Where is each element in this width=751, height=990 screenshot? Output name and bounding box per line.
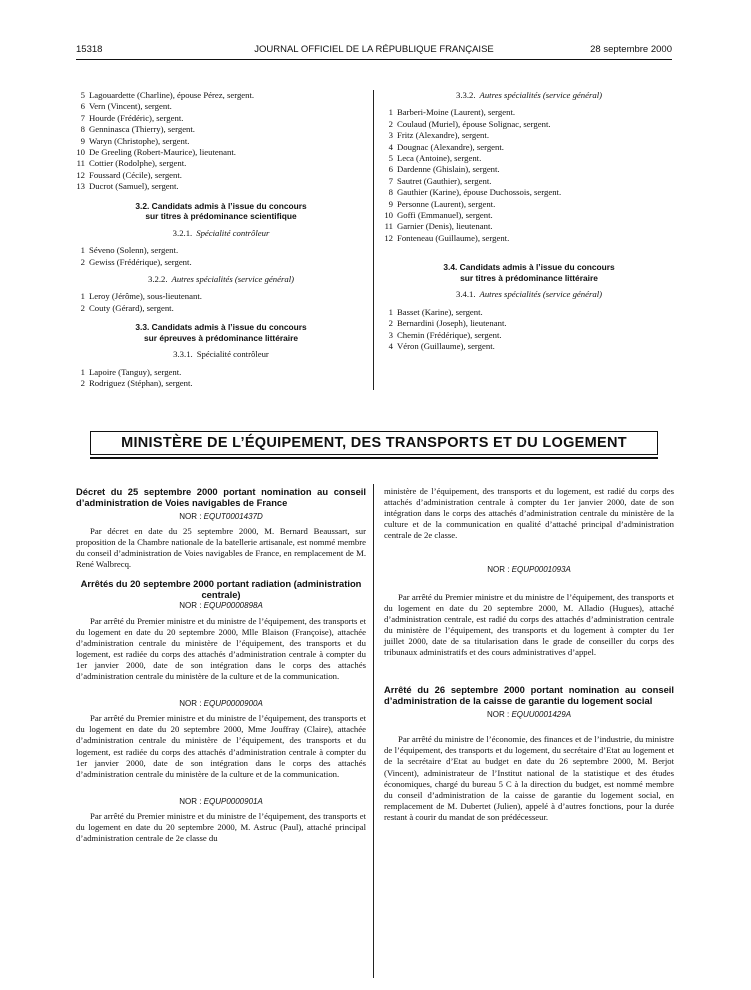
list-item <box>384 107 674 118</box>
header-rule <box>76 59 672 60</box>
list-item-text: Véron (Guillaume), sergent. <box>397 341 495 352</box>
decret-title: Décret du 25 septembre 2000 portant nomination au conseil d’administration de Voies navigables de France <box>76 486 366 508</box>
list-item-number: 4 <box>388 141 393 152</box>
journal-title: JOURNAL OFFICIEL DE LA RÉPUBLIQUE FRANÇAISE <box>254 44 494 55</box>
list-item-text: Barberi-Moine (Laurent), sergent. <box>397 107 516 118</box>
list-item <box>384 221 674 232</box>
list-item-number: 2 <box>388 318 393 329</box>
list-item-number: 3 <box>388 329 393 340</box>
section-3-2-1-list <box>76 245 366 268</box>
page-number: 15318 <box>76 44 103 55</box>
list-item <box>76 90 366 101</box>
list-item-number: 3 <box>388 130 393 141</box>
list-item-number: 2 <box>388 118 393 129</box>
list-item-number: 1 <box>388 107 393 118</box>
list-item <box>384 153 674 164</box>
section-3-2-2-list <box>76 291 366 314</box>
list-item-text: Genninasca (Thierry), sergent. <box>89 124 195 135</box>
radiation-nor-3: NOR : EQUP0000901A <box>179 796 263 806</box>
radiation-para-3-continued: ministère de l’équipement, des transports et du logement, est radié du corps des attachés d’administration centrale à compter du 1er janvier 2000, date de son intégration dans le corps des attachés d’administration centrale du ministère de la culture et de la communication en qualité d’attaché principal d’administration centrale de 2e classe. <box>384 486 674 541</box>
list-item-number: 11 <box>76 158 85 169</box>
list-item <box>76 303 366 314</box>
list-item-number: 10 <box>384 210 393 221</box>
list-item-number: 1 <box>80 291 85 302</box>
page-header <box>76 44 672 58</box>
list-item-number: 4 <box>388 341 393 352</box>
list-item-text: Cottier (Rodolphe), sergent. <box>89 158 187 169</box>
list-item <box>384 210 674 221</box>
list-item <box>384 341 674 352</box>
list-item-text: Waryn (Christophe), sergent. <box>89 135 190 146</box>
list-item-text: Gauthier (Karine), épouse Duchossois, sergent. <box>397 187 562 198</box>
list-item <box>76 378 366 389</box>
list-item-number: 7 <box>80 112 85 123</box>
section-3-3-1-heading: 3.3.1. Spécialité contrôleur <box>173 349 269 360</box>
column-divider-bottom <box>373 484 374 978</box>
radiation-para-4: Par arrêté du Premier ministre et du ministre de l’équipement, des transports et du logement en date du 20 septembre 2000, M. Alladio (Hugues), attaché d’administration centrale, est radié du corps des attachés d’administration centrale du ministère de l’équipement, des transports et du logement à compter du 1er juillet 2000, date de sa titularisation dans le grade de conseiller du corps des tribunaux administratifs et des cours administratives d’appel. <box>384 591 674 658</box>
section-3-3-2-heading: 3.3.2. Autres spécialités (service général) <box>455 90 602 100</box>
right-column-bottom <box>384 486 674 823</box>
list-item-text: Gewiss (Frédérique), sergent. <box>89 256 192 267</box>
list-item <box>76 291 366 302</box>
section-3-2-2-heading: 3.2.2. Autres spécialités (service général) <box>147 274 294 285</box>
list-item-number: 1 <box>80 245 85 256</box>
list-item-text: Bernardini (Joseph), lieutenant. <box>397 318 507 329</box>
radiation-para-3: Par arrêté du Premier ministre et du ministre de l’équipement, des transports et du logement en date du 20 septembre 2000, M. Astruc (Paul), attaché principal d’administration centrale de 2e classe du <box>76 810 366 844</box>
ministry-banner: MINISTÈRE DE L’ÉQUIPEMENT, DES TRANSPORTS ET DU LOGEMENT <box>90 431 658 455</box>
radiation-nor-1: NOR : EQUP0000898A <box>179 601 263 611</box>
list-item-text: Dardenne (Ghislain), sergent. <box>397 164 500 175</box>
issue-date: 28 septembre 2000 <box>590 44 672 55</box>
section-3-4-heading: 3.4. Candidats admis à l’issue du concours sur titres à prédominance littéraire <box>443 262 615 283</box>
list-item-text: Garnier (Denis), lieutenant. <box>397 221 493 232</box>
list-item-text: Basset (Karine), sergent. <box>397 306 483 317</box>
list-item <box>384 187 674 198</box>
list-item-text: Ducrot (Samuel), sergent. <box>89 181 179 192</box>
list-item <box>384 142 674 153</box>
section-3-3-heading: 3.3. Candidats admis à l’issue du concours sur épreuves à prédominance littéraire <box>135 322 307 343</box>
section-3-3-1-list <box>76 367 366 390</box>
ministry-banner-underline <box>90 457 658 459</box>
list-item-text: Sautret (Gauthier), sergent. <box>397 175 492 186</box>
list-item-number: 8 <box>388 187 393 198</box>
section-3-2-1-heading: 3.2.1. Spécialité contrôleur <box>172 227 270 238</box>
list-item-text: Séveno (Solenn), sergent. <box>89 245 179 256</box>
list-item-number: 1 <box>80 366 85 377</box>
list-item-number: 6 <box>80 101 85 112</box>
list-item-text: Coulaud (Muriel), épouse Solignac, sergent. <box>397 118 551 129</box>
list-item <box>76 113 366 124</box>
radiation-para-1: Par arrêté du Premier ministre et du ministre de l’équipement, des transports et du logement en date du 20 septembre 2000, Mlle Blaison (Françoise), attachée d’administration centrale du ministère de l’équipement, des transports et du logement, est radiée du corps des attachés d’administration centrale à compter du 1er janvier 2000, date de son intégration dans le corps des attachés d’administration centrale du ministère de la culture et de la communication. <box>76 615 366 682</box>
list-item-text: Foussard (Cécile), sergent. <box>89 169 182 180</box>
list-item <box>76 101 366 112</box>
radiation-nor-2: NOR : EQUP0000900A <box>179 699 263 709</box>
list-item <box>384 130 674 141</box>
list-item-text: Couty (Gérard), sergent. <box>89 302 174 313</box>
section-3-3-2-list <box>384 107 674 244</box>
list-item-text: Lapoire (Tanguy), sergent. <box>89 366 182 377</box>
list-item-number: 8 <box>80 124 85 135</box>
list-item <box>384 164 674 175</box>
list-item <box>384 199 674 210</box>
right-column-top <box>384 90 674 353</box>
decret-nor: NOR : EQUT0001437D <box>179 512 263 521</box>
list-item <box>384 318 674 329</box>
list-item-text: Goffi (Emmanuel), sergent. <box>397 210 493 221</box>
list-item-text: Lagouardette (Charline), épouse Pérez, sergent. <box>89 90 255 100</box>
list-item-text: Dougnac (Alexandre), sergent. <box>397 141 504 152</box>
list-item-number: 11 <box>384 221 393 232</box>
list-item <box>76 245 366 256</box>
list-item <box>76 181 366 192</box>
list-item <box>384 330 674 341</box>
decret-body: Par décret en date du 25 septembre 2000, M. Bernard Beaussart, sur proposition de la Chambre nationale de la batellerie artisanale, est nommé membre du conseil d’administration de Voies navigables de France, en remplacement de M. René Walbrecq. <box>76 526 366 570</box>
list-item-text: Fritz (Alexandre), sergent. <box>397 130 489 141</box>
arrete-caisse-title: Arrêté du 26 septembre 2000 portant nomination au conseil d’administration de la caisse de garantie du logement social <box>384 684 674 707</box>
left-column-bottom <box>76 486 366 844</box>
arretes-radiation-title: Arrêtés du 20 septembre 2000 portant radiation (administration centrale) <box>80 578 362 601</box>
promotion-list <box>76 90 366 193</box>
list-item-text: Leca (Antoine), sergent. <box>397 153 482 164</box>
list-item <box>76 136 366 147</box>
list-item-number: 9 <box>388 198 393 209</box>
list-item <box>76 147 366 158</box>
list-item-number: 12 <box>384 232 393 243</box>
list-item-number: 7 <box>388 175 393 186</box>
list-item-number: 6 <box>388 164 393 175</box>
list-item <box>76 170 366 181</box>
radiation-para-2: Par arrêté du Premier ministre et du ministre de l’équipement, des transports et du logement en date du 20 septembre 2000, Mme Jouffray (Claire), attachée d’administration centrale du ministère de l’équipement, des transports et du logement, est radiée du corps des attachés d’administration centrale à compter du 1er janvier 2000, date de son intégration dans le corps des attachés d’administration centrale du ministère de la culture et de la communication. <box>76 713 366 779</box>
list-item-text: De Greeling (Robert-Maurice), lieutenant. <box>89 147 236 158</box>
list-item <box>76 124 366 135</box>
list-item-number: 5 <box>80 90 85 100</box>
list-item-text: Rodriguez (Stéphan), sergent. <box>89 378 193 389</box>
list-item-number: 2 <box>80 256 85 267</box>
list-item <box>384 233 674 244</box>
list-item <box>384 119 674 130</box>
list-item <box>384 176 674 187</box>
column-divider-top <box>373 90 374 390</box>
left-column-top <box>76 90 366 390</box>
list-item-text: Hourde (Frédéric), sergent. <box>89 112 184 123</box>
list-item-text: Leroy (Jérôme), sous-lieutenant. <box>89 291 202 302</box>
list-item-number: 2 <box>80 302 85 313</box>
list-item-number: 10 <box>76 147 85 158</box>
list-item-number: 2 <box>80 378 85 389</box>
list-item-number: 12 <box>76 169 85 180</box>
list-item-text: Fonteneau (Guillaume), sergent. <box>397 232 510 243</box>
section-3-4-1-list <box>384 307 674 353</box>
list-item-number: 5 <box>388 153 393 164</box>
section-3-2-heading: 3.2. Candidats admis à l’issue du concours sur titres à prédominance scientifique <box>135 200 307 222</box>
list-item <box>76 158 366 169</box>
list-item-number: 13 <box>76 181 85 192</box>
list-item-number: 1 <box>388 306 393 317</box>
radiation-nor-4: NOR : EQUP0001093A <box>487 565 571 575</box>
section-3-4-1-heading: 3.4.1. Autres spécialités (service général) <box>455 289 602 300</box>
caisse-nor: NOR : EQUU0001429A <box>486 710 572 720</box>
caisse-body: Par arrêté du ministre de l’économie, des finances et de l’industrie, du ministre de l’équipement, des transports et du logement, du secrétaire d’Etat au logement et de la secrétaire d’Etat au budget en date du 26 septembre 2000, M. Berjot (Vincent), administrateur de l’Institut national de la statistique et des études économiques, chargé du bureau 5 C à la direction du budget, est nommé membre du conseil d’administration de la caisse de garantie du logement social, en remplacement de M. Dubertet (Julien), appelé à d’autres fonctions, pour la durée restant à courir du mandat de son prédécesseur. <box>384 734 674 822</box>
list-item <box>76 257 366 268</box>
list-item <box>384 307 674 318</box>
list-item-text: Vern (Vincent), sergent. <box>89 101 172 112</box>
list-item-text: Personne (Laurent), sergent. <box>397 198 496 209</box>
list-item-text: Chemin (Frédérique), sergent. <box>397 329 502 340</box>
list-item <box>76 367 366 378</box>
list-item-number: 9 <box>80 135 85 146</box>
